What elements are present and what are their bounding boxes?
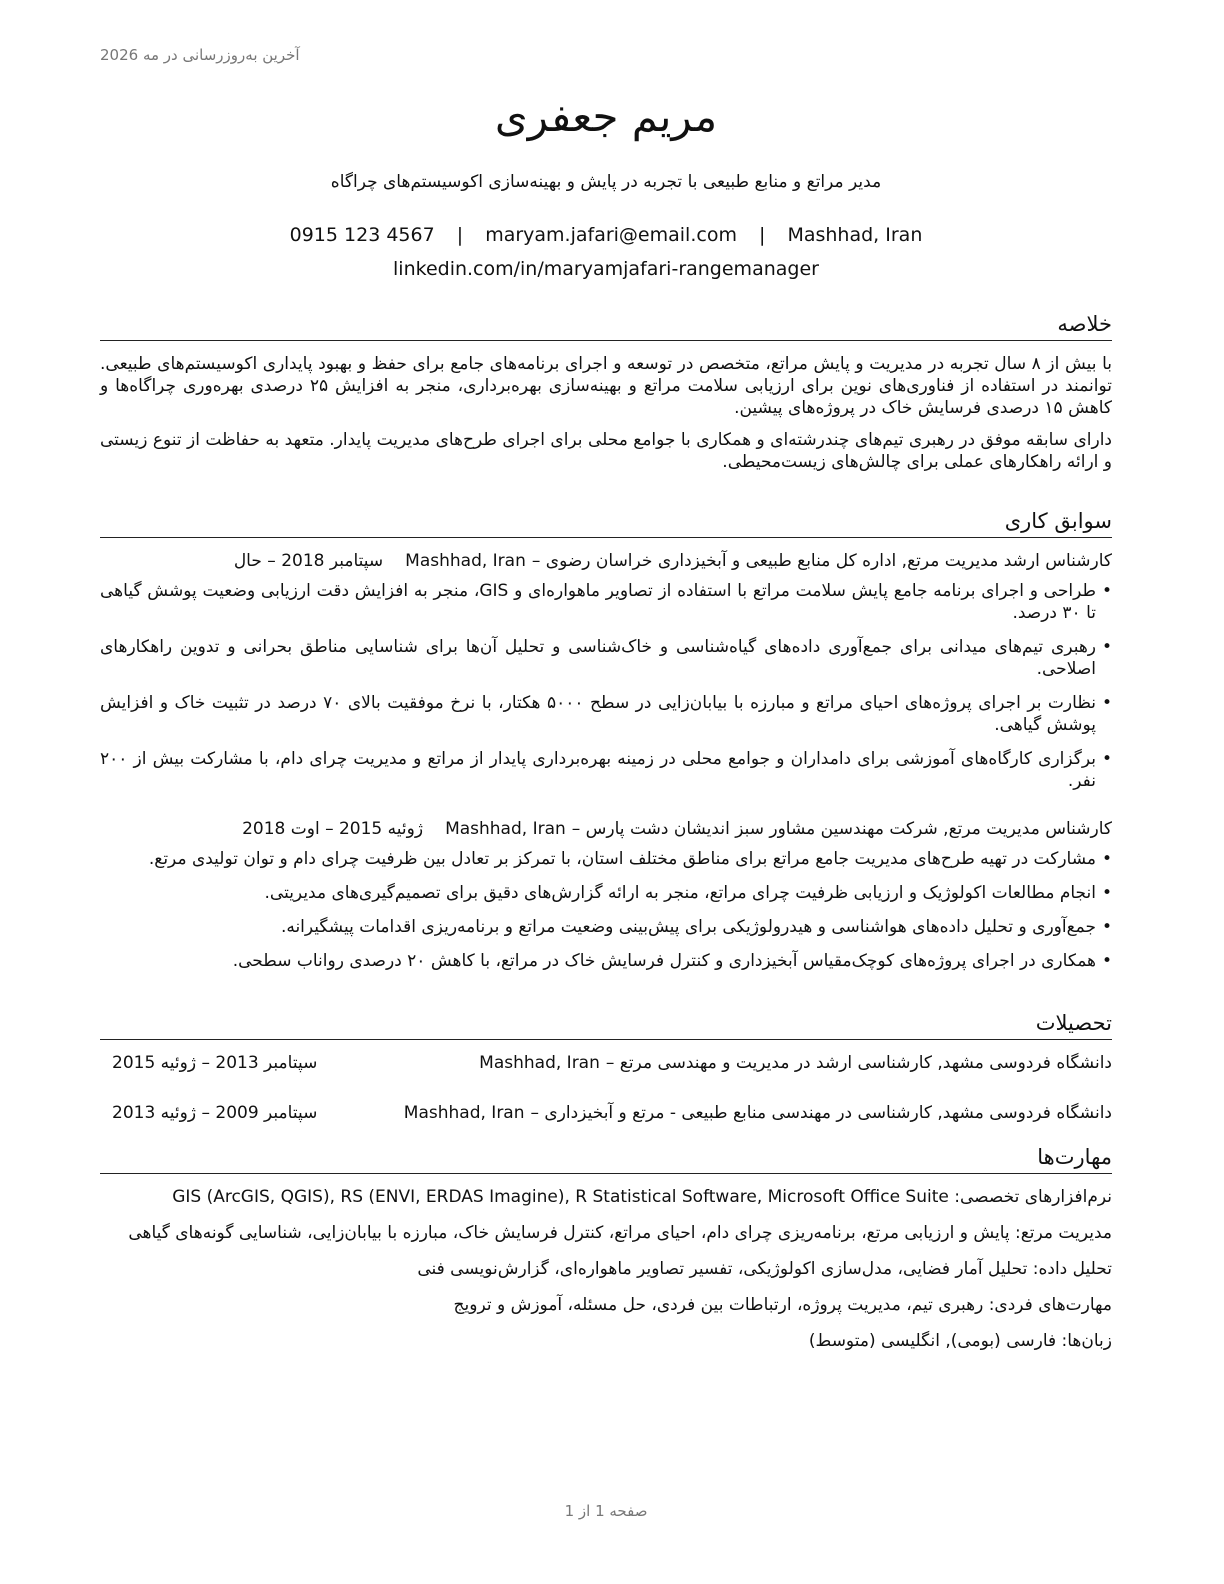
job-bullet: • انجام مطالعات اکولوژیک و ارزیابی ظرفیت چرای مراتع، منجر به ارائه گزارش‌های دقیق برای تصمیم‌گیری‌های مدیریتی. xyxy=(100,882,1112,904)
job-bullet: • جمع‌آوری و تحلیل داده‌های هواشناسی و هیدرولوژیکی برای پیش‌بینی وضعیت مراتع و برنامه‌ریزی اقدامات پیشگیرانه. xyxy=(100,916,1112,938)
skill-line: تحلیل داده: تحلیل آمار فضایی، مدل‌سازی اکولوژیکی، تفسیر تصاویر ماهواره‌ای، گزارش‌نویسی فنی xyxy=(417,1259,1112,1279)
linkedin-link[interactable]: linkedin.com/in/maryamjafari-rangemanager xyxy=(393,258,819,280)
job-dates: سپتامبر 2018 – حال xyxy=(233,551,384,571)
contact-separator: | xyxy=(759,224,766,246)
education-item xyxy=(100,1102,1112,1124)
job-role: کارشناس مدیریت مرتع, شرکت مهندسین مشاور سبز اندیشان دشت پارس – xyxy=(571,819,1112,839)
job-bullets xyxy=(100,848,1112,972)
skill-line: مهارت‌های فردی: رهبری تیم، مدیریت پروژه، ارتباطات بین فردی، حل مسئله، آموزش و ترویج xyxy=(453,1295,1112,1315)
education-dates: سپتامبر 2009 – ژوئیه 2013 xyxy=(112,1103,318,1123)
education-school: دانشگاه فردوسی مشهد, کارشناسی در مهندسی منابع طبیعی - مرتع و آبخیزداری – xyxy=(530,1103,1112,1123)
summary-section xyxy=(100,310,1112,483)
skill-line: مدیریت مرتع: پایش و ارزیابی مرتع، برنامه‌ریزی چرای دام، احیای مراتع، کنترل فرسایش خاک، مبارزه با بیابان‌زایی، شناسایی گونه‌های گیاهی xyxy=(128,1223,1112,1243)
section-title-education: تحصیلات xyxy=(100,1009,1112,1040)
job-bullet: • مشارکت در تهیه طرح‌های مدیریت جامع مراتع برای مناطق مختلف استان، با تمرکز بر تعادل بین ظرفیت چرای دام و توان تولیدی مرتع. xyxy=(100,848,1112,870)
contact-line xyxy=(100,224,1112,246)
skill-line: زبان‌ها: فارسی (بومی), انگلیسی (متوسط) xyxy=(808,1331,1112,1351)
education-item xyxy=(100,1052,1112,1074)
section-title-experience: سوابق کاری xyxy=(100,507,1112,538)
summary-paragraph: با بیش از ۸ سال تجربه در مدیریت و پایش مراتع، متخصص در توسعه و اجرای برنامه‌های جامع برای حفظ و بهبود پایداری اکوسیستم‌های طبیعی. توانمند در استفاده از فناوری‌های نوین برای ارزیابی سلامت مراتع و بهینه‌سازی بهره‌برداری، منجر به افزایش ۲۵ درصدی بهره‌وری چراگاه‌ها و کاهش ۱۵ درصدی فرسایش خاک در پروژه‌های پیشین. xyxy=(100,354,1112,418)
education-school: دانشگاه فردوسی مشهد, کارشناسی ارشد در مدیریت و مهندسی مرتع – xyxy=(605,1053,1112,1073)
section-title-summary: خلاصه xyxy=(100,310,1112,341)
job-bullet: • رهبری تیم‌های میدانی برای جمع‌آوری داده‌های گیاه‌شناسی و خاک‌شناسی و تحلیل آن‌ها برای شناسایی مناطق بحرانی و تدوین راهکارهای اصلاحی. xyxy=(100,636,1112,680)
last-updated-note: آخرین به‌روزرسانی در مه 2026 xyxy=(100,46,300,64)
education-location: Mashhad, Iran xyxy=(403,1103,525,1123)
job-header xyxy=(100,550,1112,572)
candidate-subtitle: مدیر مراتع و منابع طبیعی با تجربه در پایش و بهینه‌سازی اکوسیستم‌های چراگاه xyxy=(330,172,882,192)
page-number: صفحه 1 از 1 xyxy=(564,1502,648,1520)
job-location: Mashhad, Iran xyxy=(405,551,526,571)
skill-line: نرم‌افزارهای تخصصی: GIS (ArcGIS, QGIS), RS (ENVI, ERDAS Imagine), R Statistical Software, Microsoft Office Suite xyxy=(172,1187,1112,1207)
phone-number: 0915 123 4567 xyxy=(289,224,435,246)
job-dates: ژوئیه 2015 – اوت 2018 xyxy=(242,819,424,839)
experience-section xyxy=(100,507,1112,984)
contact-separator: | xyxy=(456,224,464,246)
job-bullet: • همکاری در اجرای پروژه‌های کوچک‌مقیاس آبخیزداری و کنترل فرسایش خاک در مراتع، با کاهش ۲۰ درصدی رواناب سطحی. xyxy=(100,950,1112,972)
location-text: Mashhad, Iran xyxy=(787,224,923,246)
candidate-name: مریم جعفری xyxy=(494,92,718,141)
email-link[interactable]: maryam.jafari@email.com xyxy=(485,224,737,246)
resume-page xyxy=(100,0,1112,1584)
section-title-skills: مهارت‌ها xyxy=(100,1143,1112,1174)
education-dates: سپتامبر 2013 – ژوئیه 2015 xyxy=(112,1053,318,1073)
job-location: Mashhad, Iran xyxy=(445,819,566,839)
job-header xyxy=(100,818,1112,840)
education-section xyxy=(100,1009,1112,1152)
job-role: کارشناس ارشد مدیریت مرتع, اداره کل منابع طبیعی و آبخیزداری خراسان رضوی – xyxy=(531,551,1112,571)
education-location: Mashhad, Iran xyxy=(479,1053,600,1073)
job-bullet: • نظارت بر اجرای پروژه‌های احیای مراتع و مبارزه با بیابان‌زایی در سطح ۵۰۰۰ هکتار، با نرخ موفقیت بالای ۷۰ درصد در تثبیت خاک و افزایش پوشش گیاهی. xyxy=(100,692,1112,736)
job-bullets xyxy=(100,580,1112,792)
skills-section xyxy=(100,1143,1112,1366)
job-bullet: • برگزاری کارگاه‌های آموزشی برای دامداران و جوامع محلی در زمینه بهره‌برداری پایدار از مراتع و مدیریت چرای دام، با مشارکت بیش از ۲۰۰ نفر. xyxy=(100,748,1112,792)
job-bullet: • طراحی و اجرای برنامه جامع پایش سلامت مراتع با استفاده از تصاویر ماهواره‌ای و GIS، منجر به افزایش دقت ارزیابی وضعیت پوشش گیاهی تا ۳۰ درصد. xyxy=(100,580,1112,624)
summary-paragraph: دارای سابقه موفق در رهبری تیم‌های چندرشته‌ای و همکاری با جوامع محلی برای اجرای طرح‌های مدیریت پایدار. متعهد به حفاظت از تنوع زیستی و ارائه راهکارهای عملی برای چالش‌های زیست‌محیطی. xyxy=(100,430,1112,472)
